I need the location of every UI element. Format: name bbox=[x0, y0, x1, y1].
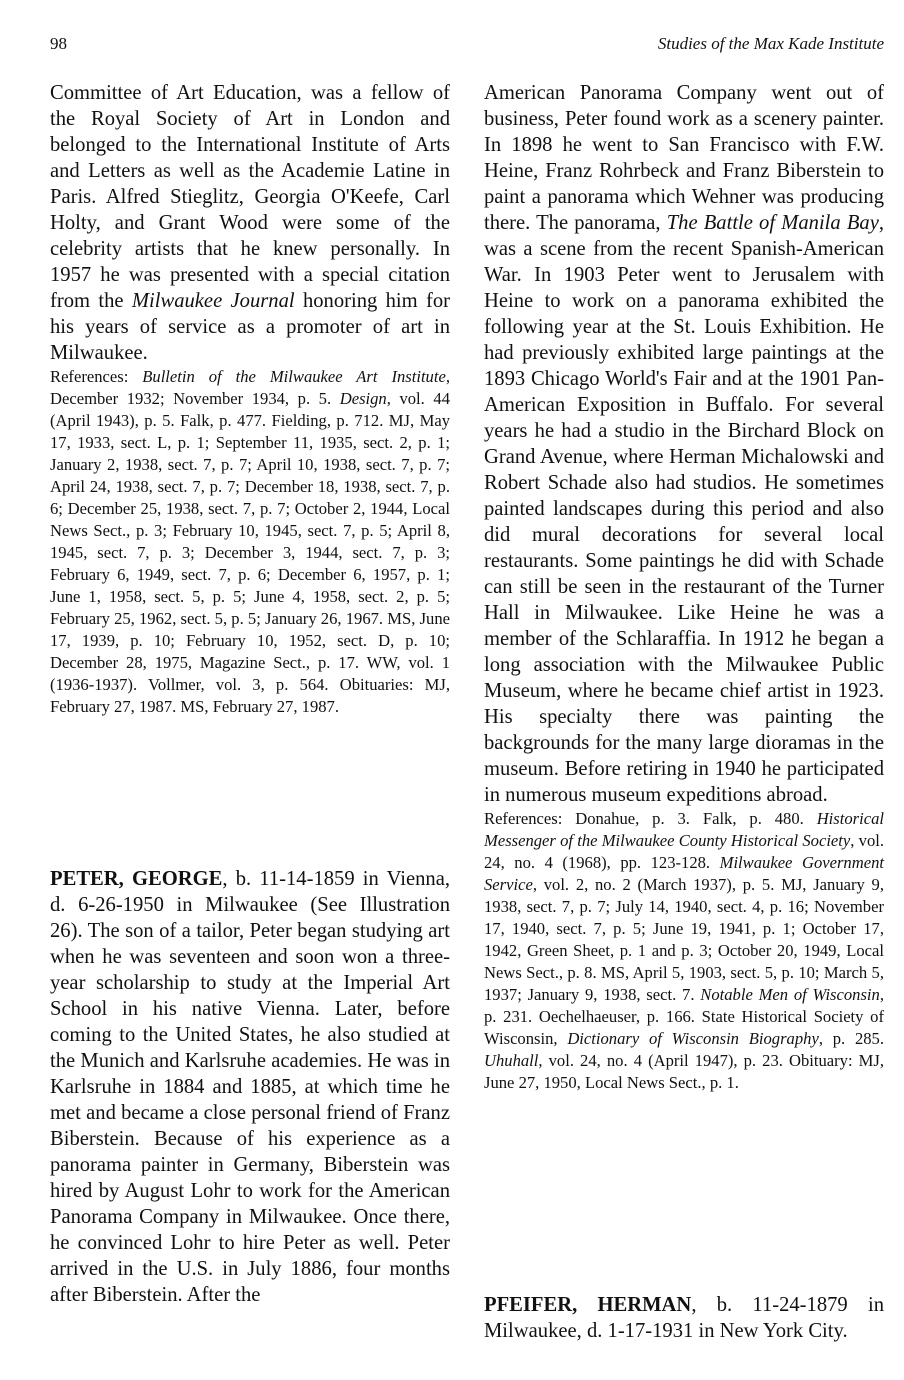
italic-title: The Battle of Manila Bay bbox=[666, 212, 879, 234]
left-column bbox=[50, 80, 450, 718]
headword: PFEIFER, HERMAN bbox=[484, 1294, 692, 1316]
entry-pfeifer-text bbox=[484, 1292, 884, 1344]
text-run: , p. 285. bbox=[818, 1029, 884, 1048]
page-number: 98 bbox=[50, 34, 67, 53]
page-header bbox=[50, 34, 884, 62]
italic-title: Milwaukee Journal bbox=[131, 290, 295, 312]
left-references bbox=[50, 366, 450, 718]
italic-title: Dictionary of Wisconsin Biography bbox=[567, 1029, 819, 1048]
italic-title: Notable Men of Wisconsin bbox=[700, 985, 880, 1004]
right-references bbox=[484, 808, 884, 1094]
italic-title: Bulletin of the Milwaukee Art Institute bbox=[142, 367, 446, 386]
running-title: Studies of the Max Kade Institute bbox=[657, 34, 884, 53]
text-run: , vol. 24, no. 4 (April 1947), p. 23. Obituary: MJ, June 27, 1950, Local News Sect., p. 1. bbox=[484, 1051, 884, 1092]
italic-title: Design bbox=[339, 389, 387, 408]
text-run: , p. 231. Oechelhaeuser, p. 166. State Historical Society of Wisconsin, bbox=[484, 985, 884, 1048]
text-run: , vol. 24, no. 4 (1968), pp. 123-128. bbox=[484, 831, 884, 872]
left-continued-paragraph bbox=[50, 80, 450, 366]
text-run: References: bbox=[50, 367, 143, 386]
headword: PETER, GEORGE bbox=[50, 868, 223, 890]
text-run: , vol. 2, no. 2 (March 1937), p. 5. MJ, January 9, 1938, sect. 7, p. 7; July 14, 1940, sect. 4, p. 16; November 17, 1940, sect. 7, p. 5; June 19, 1941, p. 1; October 17, 1942, Green Sheet, p. 1 and p. 3; October 20, 1949, Local News Sect., p. 8. MS, April 5, 1903, sect. 5, p. 10; March 5, 1937; January 9, 1938, sect. 7. bbox=[484, 875, 884, 1004]
entry-peter-text bbox=[50, 866, 450, 1308]
italic-title: Historical Messenger of the Milwaukee County Historical Society bbox=[484, 809, 884, 850]
text-run: , December 1932; November 1934, p. 5. bbox=[50, 367, 450, 408]
text-run: Committee of Art Education, was a fellow of the Royal Society of Art in London and belonged to the International Institute of Arts and Letters as well as the Academie Latine in Paris. Alfred Stieglitz, Georgia O'Keefe, Carl Holty, and Grant Wood were some of the celebrity artists that he knew personally. In 1957 he was presented with a special citation from the bbox=[50, 82, 450, 312]
italic-title: Milwaukee Government Service bbox=[484, 853, 884, 894]
right-continued-paragraph bbox=[484, 80, 884, 808]
italic-title: Uhuhall bbox=[484, 1051, 539, 1070]
right-column bbox=[484, 80, 884, 1094]
text-run: , b. 11-24-1879 in Milwaukee, d. 1-17-1931 in New York City. bbox=[484, 1294, 885, 1342]
text-run: American Panorama Company went out of business, Peter found work as a scenery painter. In 1898 he went to San Francisco with F.W. Heine, Franz Rohrbeck and Franz Biberstein to paint a panorama which Wehner was producing there. The panorama, bbox=[484, 82, 884, 234]
text-run: , was a scene from the recent Spanish-American War. In 1903 Peter went to Jerusalem with Heine to work on a panorama exhibited the following year at the St. Louis Exhibition. He had previously exhibited large paintings at the 1893 Chicago World's Fair and at the 1901 Pan-American Exposition in Buffalo. For several years he had a studio in the Birchard Block on Grand Avenue, where Herman Michalowski and Robert Schade also had studios. He sometimes painted landscapes during this period and also did mural decorations for several local restaurants. Some paintings he did with Schade can still be seen in the restaurant of the Turner Hall in Milwaukee. Like Heine he was a member of the Schlaraffia. In 1912 he began a long association with the Milwaukee Public Museum, where he became chief artist in 1923. His specialty there was painting the backgrounds for the many large dioramas in the museum. Before retiring in 1940 he participated in numerous museum expeditions abroad. bbox=[484, 212, 884, 806]
text-run: , vol. 44 (April 1943), p. 5. Falk, p. 477. Fielding, p. 712. MJ, May 17, 1933, sect. L, p. 1; September 11, 1935, sect. 2, p. 1; January 2, 1938, sect. 7, p. 7; April 10, 1938, sect. 7, p. 7; April 24, 1938, sect. 7, p. 7; December 18, 1938, sect. 7, p. 6; December 25, 1938, sect. 7, p. 7; October 2, 1944, Local News Sect., p. 3; February 10, 1945, sect. 7, p. 5; April 8, 1945, sect. 7, p. 3; December 3, 1944, sect. 7, p. 3; February 6, 1949, sect. 7, p. 6; December 6, 1957, p. 1; June 1, 1958, sect. 5, p. 5; June 4, 1958, sect. 2, p. 5; February 25, 1962, sect. 5, p. 5; January 26, 1967. MS, June 17, 1939, p. 10; February 10, 1952, sect. D, p. 10; December 28, 1975, Magazine Sect., p. 17. WW, vol. 1 (1936-1937). Vollmer, vol. 3, p. 564. Obituaries: MJ, February 27, 1987. MS, February 27, 1987. bbox=[50, 389, 450, 716]
entry-pfeifer-herman bbox=[484, 1292, 884, 1344]
text-run: , b. 11-14-1859 in Vienna, d. 6-26-1950 in Milwaukee (See Illustration 26). The son of a tailor, Peter began studying art when he was seventeen and soon won a three-year scholarship to study at the Imperial Art School in his native Vienna. Later, before coming to the United States, he also studied at the Munich and Karlsruhe academies. He was in Karlsruhe in 1884 and 1885, at which time he met and became a close personal friend of Franz Biberstein. Because of his experience as a panorama painter in Germany, Biberstein was hired by August Lohr to work for the American Panorama Company in Milwaukee. Once there, he convinced Lohr to hire Peter as well. Peter arrived in the U.S. in July 1886, four months after Biberstein. After the bbox=[50, 868, 450, 1306]
text-run: References: Donahue, p. 3. Falk, p. 480. bbox=[484, 809, 817, 828]
text-run: honoring him for his years of service as a promoter of art in Milwaukee. bbox=[50, 290, 451, 364]
entry-peter-george bbox=[50, 866, 450, 1308]
